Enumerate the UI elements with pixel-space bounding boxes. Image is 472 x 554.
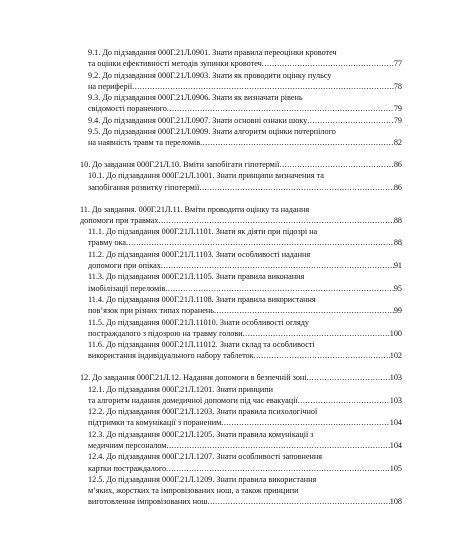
dot-leader xyxy=(208,496,390,507)
toc-entry-text: на периферії xyxy=(88,81,133,91)
toc-section xyxy=(80,204,402,362)
toc-entry-text: 12. До завдання 000Г.21Л.12. Надання допомоги в безпечній зоні xyxy=(80,373,307,383)
toc-entry-last-line xyxy=(80,440,402,451)
toc-entry[interactable] xyxy=(80,170,402,193)
toc-entry-last-line xyxy=(80,237,402,248)
toc-entry-text: на наявність травм та переломів xyxy=(88,138,201,148)
page-number: 104 xyxy=(389,418,402,428)
toc-entry[interactable] xyxy=(80,294,402,317)
dot-leader xyxy=(243,328,390,339)
toc-entry-text: свідомості пораненого xyxy=(88,104,167,114)
page-number: 95 xyxy=(393,283,402,293)
toc-entry[interactable] xyxy=(80,406,402,429)
toc-entry-line xyxy=(80,92,402,103)
dot-leader xyxy=(159,215,394,226)
toc-entry-text: м’яких, жорстких та імпровізованих нош, а також принципи xyxy=(88,486,299,496)
toc-entry-last-line xyxy=(80,283,402,294)
toc-entry-last-line xyxy=(80,417,402,428)
page-number: 79 xyxy=(393,104,402,114)
toc-entry-text: 12.4. До підзавдання 000Г.21Л.1207. Знати особливості заповнення xyxy=(88,452,323,462)
toc-entry-last-line xyxy=(80,137,402,148)
dot-leader xyxy=(199,182,393,193)
toc-entry-text: та оцінки ефективності методів зупинки кровотеч xyxy=(88,59,262,69)
toc-entry[interactable] xyxy=(80,204,402,227)
toc-entry[interactable] xyxy=(80,451,402,474)
toc-entry-text: підтримки та комунікації з пораненим xyxy=(88,418,222,428)
toc-entry-text: 9.4. До підзавдання 000Г.21Л.0907. Знати основні ознаки шоку xyxy=(88,115,308,125)
toc-entry-line xyxy=(80,339,402,350)
toc-entry[interactable] xyxy=(80,474,402,508)
dot-leader xyxy=(167,440,390,451)
toc-entry-text: 11.5. До підзавдання 000Г.21Л.11010. Знати особливості огляду xyxy=(88,317,310,327)
toc-entry-line xyxy=(80,204,402,215)
dot-leader xyxy=(167,103,394,114)
toc-entry-last-line xyxy=(80,463,402,474)
toc-entry-text: пов’язок при різних типах поранень xyxy=(88,306,214,316)
dot-leader xyxy=(221,417,389,428)
toc-entry-line xyxy=(80,70,402,81)
toc-entry-line xyxy=(80,249,402,260)
page-number: 105 xyxy=(389,463,402,473)
toc-entry-line xyxy=(80,485,402,496)
page-number: 86 xyxy=(393,160,402,170)
toc-entry[interactable] xyxy=(80,115,402,126)
toc-entry-text: запобігання розвитку гіпотермії xyxy=(88,182,200,192)
toc-entry-text: 12.3. До підзавдання 000Г.21Л.1205. Знати правила комунікації з xyxy=(88,429,314,439)
toc-entry[interactable] xyxy=(80,429,402,452)
page-number: 102 xyxy=(389,351,402,361)
dot-leader xyxy=(132,81,394,92)
toc-entry[interactable] xyxy=(80,384,402,407)
page-number: 99 xyxy=(393,306,402,316)
toc-entry[interactable] xyxy=(80,159,402,170)
toc-entry-line xyxy=(80,294,402,305)
toc-entry-last-line xyxy=(80,305,402,316)
toc-entry-line xyxy=(80,170,402,181)
toc-entry[interactable] xyxy=(80,70,402,93)
toc-entry[interactable] xyxy=(80,226,402,249)
toc-entry[interactable] xyxy=(80,339,402,362)
table-of-contents xyxy=(80,47,402,508)
page-number: 79 xyxy=(393,115,402,125)
toc-entry-text: 11.2. До підзавдання 000Г.21Л.1103. Знати особливості надання xyxy=(88,249,311,259)
toc-entry-text: постраждалого з підозрою на травму голови xyxy=(88,328,243,338)
toc-entry[interactable] xyxy=(80,249,402,272)
toc-entry-line xyxy=(80,429,402,440)
toc-entry-text: 12.5. До підзавдання 000Г.21Л.1209. Знати правила використання xyxy=(88,474,317,484)
toc-entry-text: використання індивідуального набору таблеток xyxy=(88,351,254,361)
page-number: 103 xyxy=(389,373,402,383)
dot-leader xyxy=(166,463,390,474)
toc-entry-last-line xyxy=(80,350,402,361)
toc-entry-text: 10. До завдання 000Г.21Л.10. Вміти запобігати гіпотермії xyxy=(80,160,280,170)
toc-section xyxy=(80,47,402,149)
toc-entry-text: виготовлення імпровізованих нош xyxy=(88,497,208,507)
toc-entry-last-line xyxy=(80,103,402,114)
toc-entry-text: імобілізації переломів xyxy=(88,283,166,293)
dot-leader xyxy=(262,58,394,69)
dot-leader xyxy=(298,395,390,406)
toc-entry-line xyxy=(80,47,402,58)
toc-entry-last-line xyxy=(80,182,402,193)
toc-entry[interactable] xyxy=(80,271,402,294)
toc-entry-text: 9.1. До підзавдання 000Г.21Л.0901. Знати правила переоцінки кровотеч xyxy=(88,48,337,57)
page-number: 91 xyxy=(393,261,402,271)
toc-entry-line xyxy=(80,126,402,137)
page-number: 77 xyxy=(393,59,402,69)
toc-entry-last-line xyxy=(80,496,402,507)
dot-leader xyxy=(126,237,394,248)
page-number: 78 xyxy=(393,81,402,91)
toc-entry-text: 12.2. До підзавдання 000Г.21Л.1203. Знати правила психологічної xyxy=(88,407,318,417)
toc-entry-last-line xyxy=(80,372,402,383)
toc-entry[interactable] xyxy=(80,47,402,70)
dot-leader xyxy=(200,137,394,148)
toc-entry[interactable] xyxy=(80,92,402,115)
dot-leader xyxy=(307,372,390,383)
dot-leader xyxy=(254,350,390,361)
page-number: 108 xyxy=(389,497,402,507)
toc-entry-last-line xyxy=(80,115,402,126)
toc-entry[interactable] xyxy=(80,126,402,149)
toc-entry-text: травму ока xyxy=(88,238,127,248)
toc-entry[interactable] xyxy=(80,317,402,340)
toc-entry-last-line xyxy=(80,81,402,92)
toc-entry-line xyxy=(80,317,402,328)
page-number: 88 xyxy=(393,215,402,225)
toc-entry-last-line xyxy=(80,260,402,271)
dot-leader xyxy=(161,260,394,271)
toc-entry-text: та алгоритм надання домедичної допомоги під час евакуації xyxy=(88,395,298,405)
toc-entry-line xyxy=(80,474,402,485)
toc-entry-last-line xyxy=(80,328,402,339)
toc-entry-line xyxy=(80,406,402,417)
toc-entry-last-line xyxy=(80,215,402,226)
toc-entry-text: 11.6. До підзавдання 000Г.21Л.11012. Знати склад та особливості xyxy=(88,340,315,350)
toc-entry-text: 11. До завдання. 000Г.21Л.11. Вміти проводити оцінку та надання xyxy=(80,204,310,214)
dot-leader xyxy=(214,305,394,316)
toc-entry-text: медичним персоналом xyxy=(88,441,167,450)
toc-entry-last-line xyxy=(80,159,402,170)
toc-entry-text: 9.5. До підзавдання 000Г.21Л.0909. Знати алгоритм оцінки потерпілого xyxy=(88,127,336,137)
toc-section xyxy=(80,372,402,508)
toc-entry-line xyxy=(80,271,402,282)
toc-entry-line xyxy=(80,226,402,237)
toc-entry-text: 9.3. До підзавдання 000Г.21Л.0906. Знати як визначати рівень xyxy=(88,93,303,103)
toc-entry-text: 9.2. До підзавдання 000Г.21Л.0903. Знати як проводити оцінку пульсу xyxy=(88,70,332,80)
dot-leader xyxy=(307,115,394,126)
dot-leader xyxy=(279,159,393,170)
toc-entry-text: 11.1. До підзавдання 000Г.21Л.1101. Знати як діяти при підозрі на xyxy=(88,227,318,237)
toc-entry-last-line xyxy=(80,395,402,406)
dot-leader xyxy=(165,283,394,294)
page-number: 103 xyxy=(389,395,402,405)
toc-entry-text: 12.1. До підзавдання 000Г.21Л.1201. Знати принципи xyxy=(88,384,274,394)
toc-section xyxy=(80,159,402,193)
toc-entry-line xyxy=(80,451,402,462)
toc-entry-text: картки постраждалого xyxy=(88,463,167,473)
page-number: 104 xyxy=(389,441,402,450)
toc-entry-text: 11.4. До підзавдання 000Г.21Л.1108. Знати правила використання xyxy=(88,294,316,304)
toc-entry-text: 10.1. До підзавдання 000Г.21Л.1001. Знати принципи визначення та xyxy=(88,171,324,181)
toc-entry-text: 11.3. До підзавдання 000Г.21Л.1105. Знати правила виконання xyxy=(88,272,305,282)
page-number: 82 xyxy=(393,138,402,148)
toc-entry[interactable] xyxy=(80,372,402,383)
toc-entry-line xyxy=(80,384,402,395)
page-number: 88 xyxy=(393,238,402,248)
toc-entry-text: допомоги при опіках xyxy=(88,261,161,271)
toc-entry-last-line xyxy=(80,58,402,69)
page-number: 86 xyxy=(393,182,402,192)
toc-entry-text: допомоги при травмах xyxy=(80,215,159,225)
page-number: 100 xyxy=(389,328,402,338)
